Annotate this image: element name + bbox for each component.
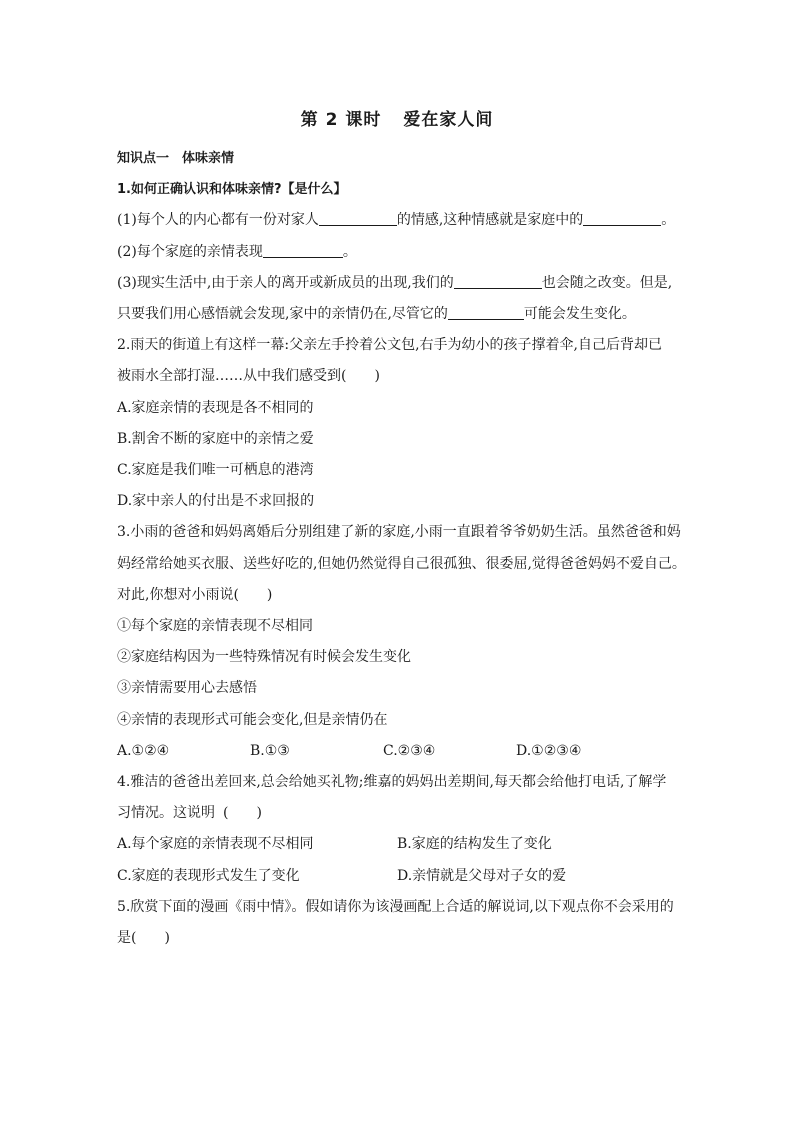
- q3-item-4: ④亲情的表现形式可能会变化,但是亲情仍在: [117, 711, 388, 728]
- section-heading: 知识点一 体味亲情: [117, 151, 235, 166]
- q1-sub3: (3)现实生活中,由于亲人的离开或新成员的出现,我们的 也会随之改变。但是,: [117, 274, 673, 291]
- q3-option-b[interactable]: B.①③: [250, 742, 290, 759]
- q2-option-a[interactable]: A.家庭亲情的表现是各不相同的: [117, 399, 314, 416]
- lesson-name: 爱在家人间: [403, 110, 494, 130]
- q3-stem-line1: 3.小雨的爸爸和妈妈离婚后分别组建了新的家庭,小雨一直跟着爷爷奶奶生活。虽然爸爸和妈: [117, 524, 681, 541]
- q3-stem-line3: 对此,你想对小雨说( ): [117, 586, 273, 603]
- q4-options-row1: [117, 829, 687, 860]
- q1-sub3-cont: 只要我们用心感悟就会发现,家中的亲情仍在,尽管它的 可能会发生变化。: [117, 306, 636, 323]
- worksheet-content: [117, 143, 687, 954]
- q2-stem-line2: 被雨水全部打湿……从中我们感受到( ): [117, 368, 380, 385]
- q1-sub2: (2)每个家庭的亲情表现 。: [117, 243, 357, 260]
- q5-stem-line2: 是( ): [117, 930, 170, 947]
- q4-option-b[interactable]: B.家庭的结构发生了变化: [397, 836, 552, 853]
- q3-option-a[interactable]: A.①②④: [117, 742, 170, 759]
- q3-item-1: ①每个家庭的亲情表现不尽相同: [117, 618, 313, 635]
- q4-stem-line1: 4.雅洁的爸爸出差回来,总会给她买礼物;维嘉的妈妈出差期间,每天都会给他打电话,了解学: [117, 774, 667, 791]
- q1-sub1: (1)每个人的内心都有一份对家人 的情感,这种情感就是家庭中的 。: [117, 212, 676, 229]
- q4-option-a[interactable]: A.每个家庭的亲情表现不尽相同: [117, 836, 314, 853]
- page-title: [0, 105, 794, 130]
- q4-option-d[interactable]: D.亲情就是父母对子女的爱: [397, 867, 567, 884]
- q3-item-3: ③亲情需要用心去感悟: [117, 680, 257, 697]
- answer-blank[interactable]: [263, 243, 343, 258]
- q1-stem: 1.如何正确认识和体味亲情?【是什么】: [117, 182, 347, 198]
- q3-option-d[interactable]: D.①②③④: [516, 742, 582, 759]
- answer-blank[interactable]: [319, 211, 397, 226]
- answer-blank[interactable]: [454, 274, 542, 289]
- q4-option-c[interactable]: C.家庭的表现形式发生了变化: [117, 867, 300, 884]
- q2-option-d[interactable]: D.家中亲人的付出是不求回报的: [117, 493, 315, 510]
- q5-stem-line1: 5.欣赏下面的漫画《雨中情》。假如请你为该漫画配上合适的解说词,以下观点你不会采用的: [117, 898, 674, 915]
- q3-options: [117, 736, 687, 767]
- q3-option-c[interactable]: C.②③④: [383, 742, 436, 759]
- q2-option-c[interactable]: C.家庭是我们唯一可栖息的港湾: [117, 462, 314, 479]
- q4-options-row2: [117, 861, 687, 892]
- q4-stem-line2: 习情况。这说明 ( ): [117, 805, 262, 822]
- q2-option-b[interactable]: B.割舍不断的家庭中的亲情之爱: [117, 430, 314, 447]
- q2-stem-line1: 2.雨天的街道上有这样一幕:父亲左手拎着公文包,右手为幼小的孩子撑着伞,自己后背却已: [117, 337, 662, 354]
- q3-stem-line2: 妈经常给她买衣服、送些好吃的,但她仍然觉得自己很孤独、很委屈,觉得爸爸妈妈不爱自己。: [117, 555, 686, 572]
- q3-item-2: ②家庭结构因为一些特殊情况有时候会发生变化: [117, 649, 411, 666]
- lesson-number: 第 2 课时: [300, 110, 382, 130]
- answer-blank[interactable]: [448, 305, 524, 320]
- answer-blank[interactable]: [583, 211, 661, 226]
